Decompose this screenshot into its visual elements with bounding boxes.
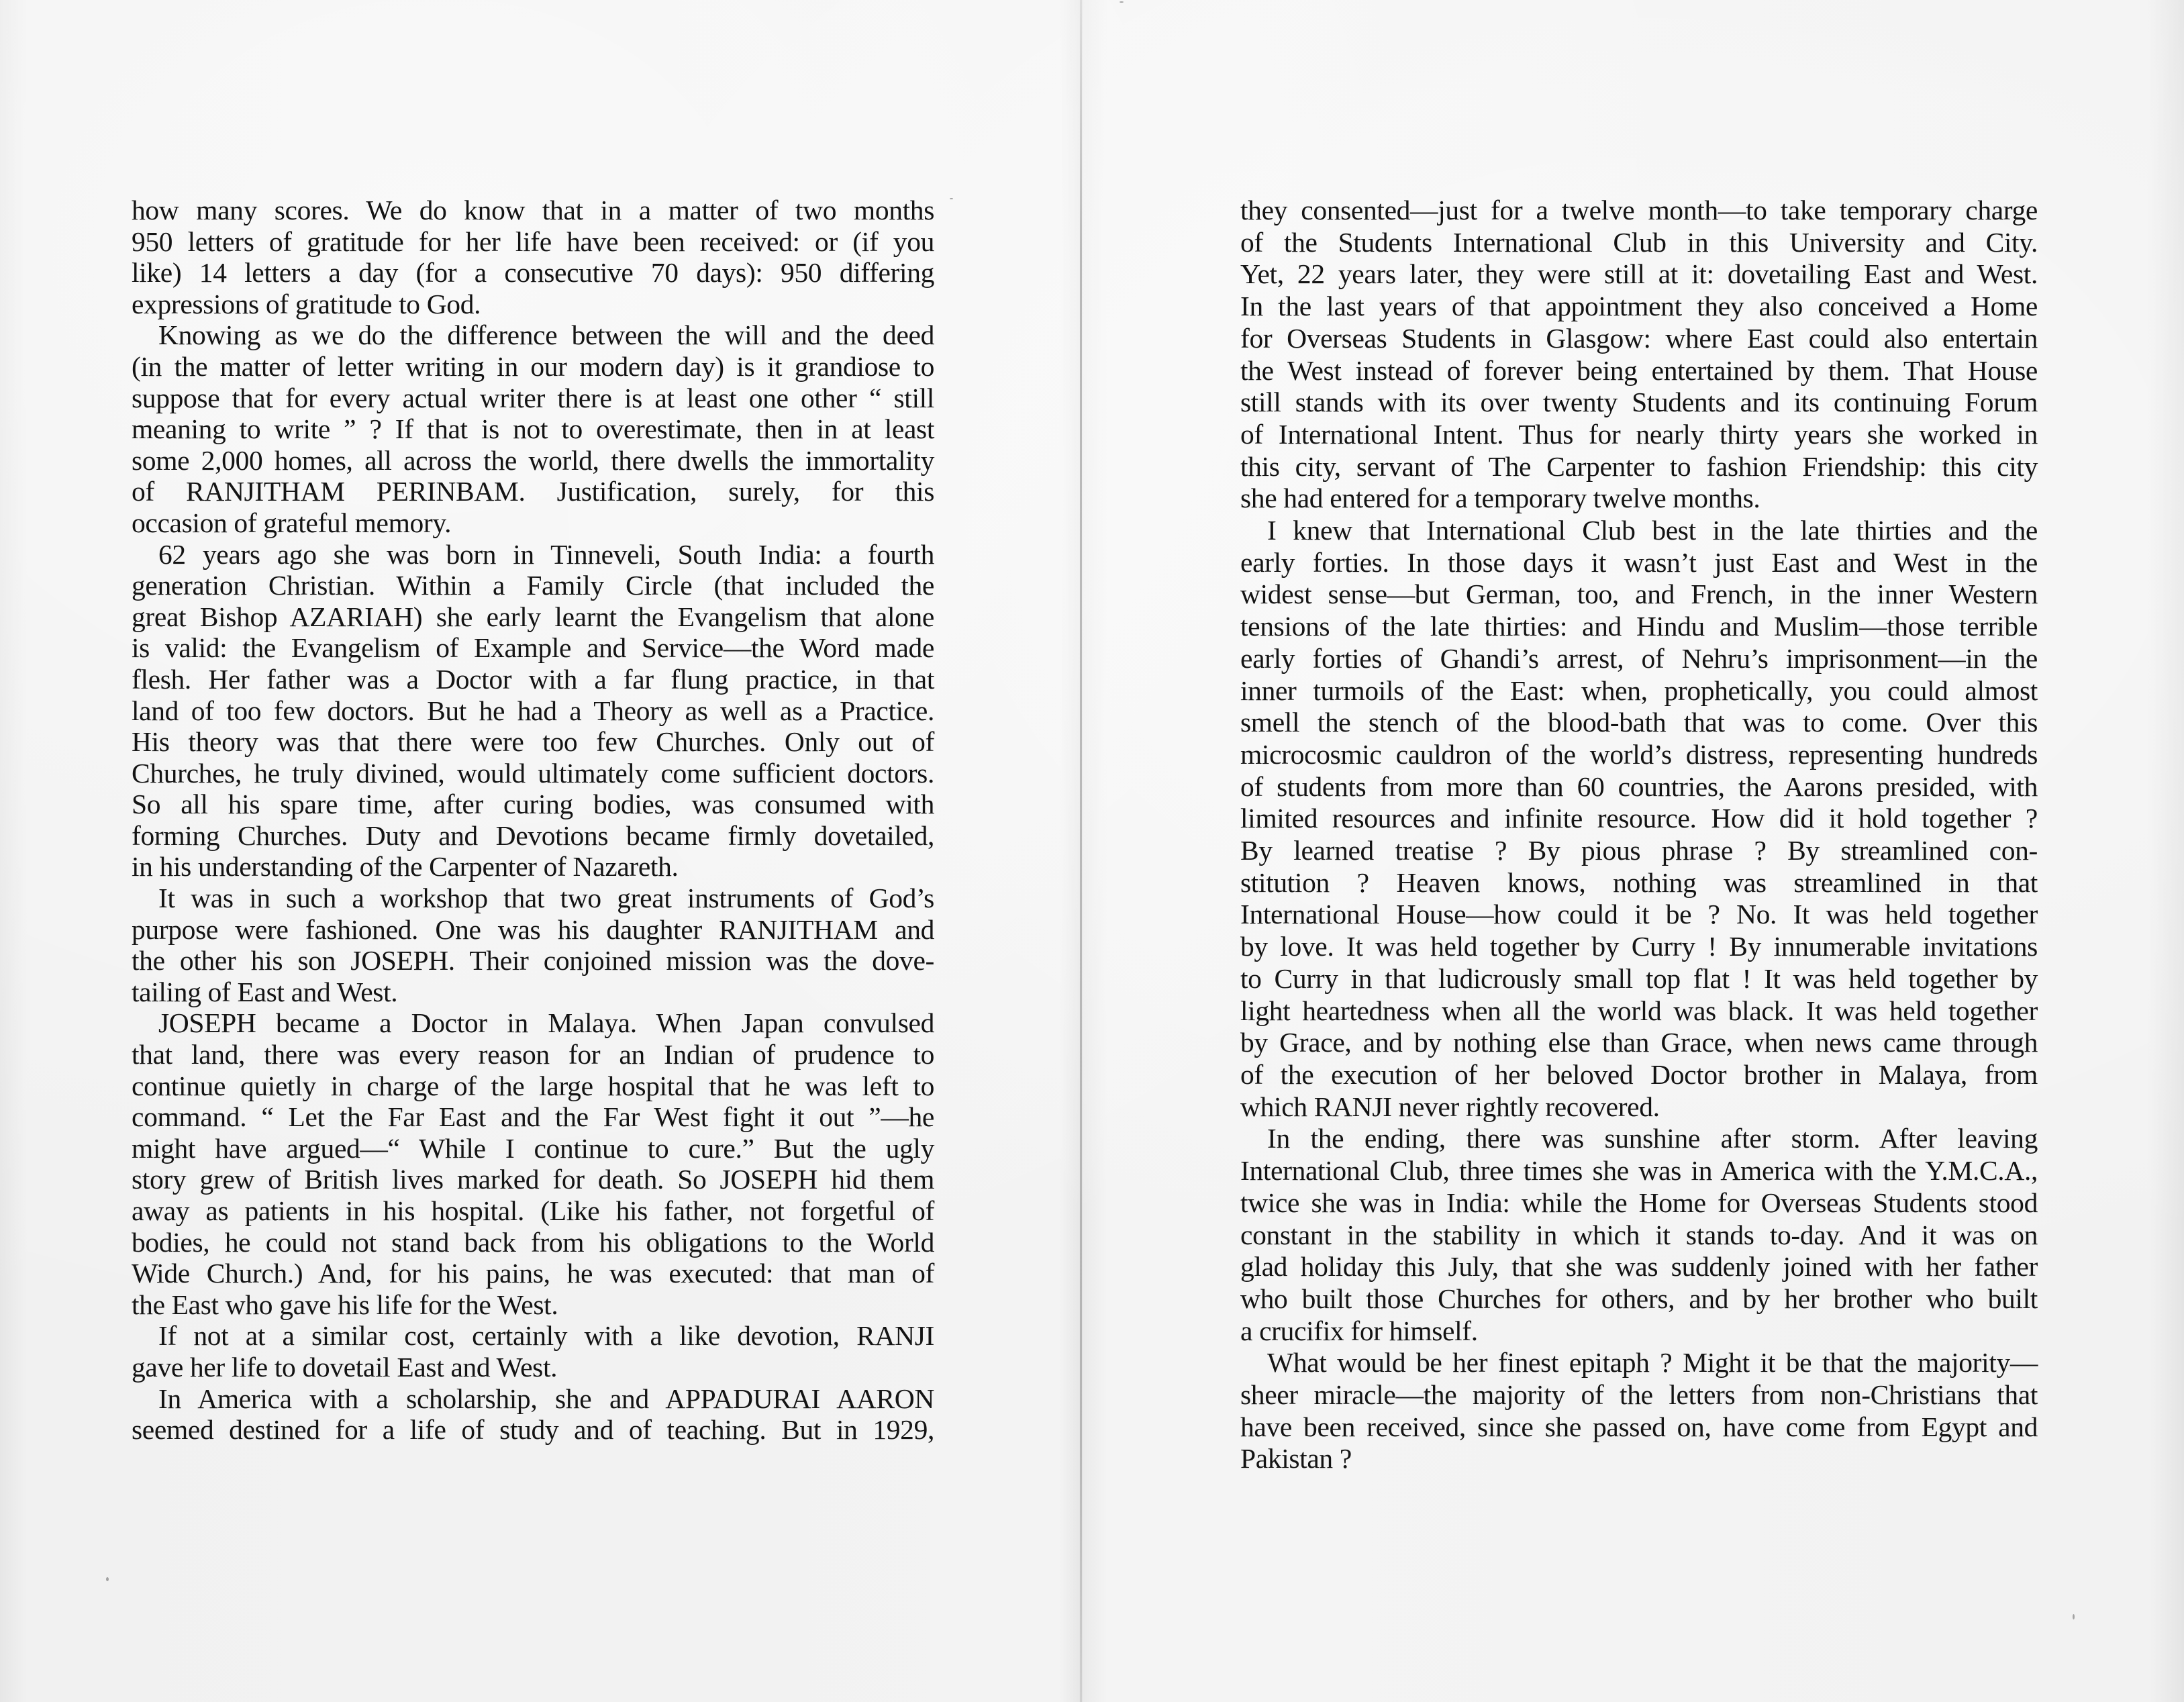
text-line: continue quietly in charge of the large hospital that he was left to xyxy=(132,1070,934,1101)
text-line: tailing of East and West. xyxy=(132,976,398,1007)
text-line: like) 14 letters a day (for a consecutive 70 days): 950 differing xyxy=(132,257,934,289)
text-line: Knowing as we do the difference between the will and the deed xyxy=(158,319,934,351)
text-line: she had entered for a temporary twelve months. xyxy=(1240,483,1760,514)
text-line: that land, there was every reason for an Indian of prudence to xyxy=(132,1039,934,1070)
text-line: (in the matter of letter writing in our modern day) is it grandiose to xyxy=(132,350,934,382)
text-line: Churches, he truly divined, would ultimately come sufficient doctors. xyxy=(132,757,934,789)
text-line: sheer miracle—the majority of the letters from non-Christians that xyxy=(1240,1379,2038,1411)
text-line: the West instead of forever being entertained by them. That House xyxy=(1240,354,2038,386)
text-line: land of too few doctors. But he had a Theory as well as a Practice. xyxy=(132,695,934,726)
text-line: In America with a scholarship, she and APPADURAI AARON xyxy=(158,1383,934,1414)
text-line: suppose that for every actual writer there is at least one other “ still xyxy=(132,382,934,413)
text-line: JOSEPH became a Doctor in Malaya. When Japan convulsed xyxy=(158,1007,934,1039)
text-line: command. “ Let the Far East and the Far West fight it out ”—he xyxy=(132,1101,934,1133)
text-line: early forties. In those days it wasn’t just East and West in the xyxy=(1240,546,2038,578)
text-line: the other his son JOSEPH. Their conjoined mission was the dove- xyxy=(132,945,934,977)
paragraph xyxy=(1240,1123,2038,1347)
paragraph xyxy=(132,539,934,883)
text-line: in his understanding of the Carpenter of Nazareth. xyxy=(132,851,679,883)
paragraph xyxy=(132,195,934,319)
paragraph xyxy=(132,883,934,1007)
left-page xyxy=(0,0,1080,1702)
text-line: stitution ? Heaven knows, nothing was streamlined in that xyxy=(1240,866,2038,898)
paragraph xyxy=(132,1320,934,1383)
text-line: they consented—just for a twelve month—to take temporary charge xyxy=(1240,195,2038,226)
text-line: is valid: the Evangelism of Example and Service—the Word made xyxy=(132,632,934,664)
text-line: bodies, he could not stand back from his obligations to the World xyxy=(132,1226,934,1258)
scan-dust-speck xyxy=(1120,1,1124,3)
paragraph xyxy=(1240,1347,2038,1475)
text-line: His theory was that there were too few Churches. Only out of xyxy=(132,726,934,758)
text-line: International Club, three times she was in America with the Y.M.C.A., xyxy=(1240,1155,2038,1187)
text-line: away as patients in his hospital. (Like his father, not forgetful of xyxy=(132,1195,934,1226)
text-line: of RANJITHAM PERINBAM. Justification, surely, for this xyxy=(132,476,934,507)
paragraph xyxy=(132,1383,934,1446)
text-line: occasion of grateful memory. xyxy=(132,507,452,538)
text-line: What would be her finest epitaph ? Might it be that the majority— xyxy=(1267,1347,2038,1379)
text-line: Wide Church.) And, for his pains, he was executed: that man of xyxy=(132,1258,934,1289)
text-line: 62 years ago she was born in Tinneveli, South India: a fourth xyxy=(158,538,934,570)
scan-dust-speck xyxy=(106,1577,109,1581)
text-line: great Bishop AZARIAH) she early learnt the Evangelism that alone xyxy=(132,601,934,632)
text-line: by Grace, and by nothing else than Grace, when news came through xyxy=(1240,1027,2038,1058)
text-line: a crucifix for himself. xyxy=(1240,1315,1478,1346)
text-line: expressions of gratitude to God. xyxy=(132,288,481,319)
left-page-text-column xyxy=(132,195,934,1446)
text-line: twice she was in India: while the Home for Overseas Students stood xyxy=(1240,1187,2038,1218)
text-line: I knew that International Club best in the late thirties and the xyxy=(1267,515,2038,546)
text-line: of students from more than 60 countries, the Aarons presided, with xyxy=(1240,770,2038,802)
text-line: to Curry in that ludicrously small top flat ! It was held together by xyxy=(1240,962,2038,994)
text-line: Pakistan ? xyxy=(1240,1443,1352,1474)
paragraph xyxy=(1240,515,2038,1123)
text-line: the East who gave his life for the West. xyxy=(132,1289,558,1320)
text-line: 950 letters of gratitude for her life have been received: or (if you xyxy=(132,226,934,257)
text-line: microcosmic cauldron of the world’s distress, representing hundreds xyxy=(1240,738,2038,770)
text-line: If not at a similar cost, certainly with a like devotion, RANJI xyxy=(158,1320,934,1352)
text-line: this city, servant of The Carpenter to fashion Friendship: this city xyxy=(1240,450,2038,482)
text-line: of the execution of her beloved Doctor brother in Malaya, from xyxy=(1240,1058,2038,1090)
text-line: seemed destined for a life of study and of teaching. But in 1929, xyxy=(132,1414,934,1446)
text-line: inner turmoils of the East: when, prophetically, you could almost xyxy=(1240,674,2038,706)
text-line: So all his spare time, after curing bodies, was consumed with xyxy=(132,789,934,820)
paragraph xyxy=(132,319,934,538)
scan-dust-speck xyxy=(950,198,953,199)
text-line: story grew of British lives marked for death. So JOSEPH hid them xyxy=(132,1164,934,1195)
text-line: of the Students International Club in this University and City. xyxy=(1240,226,2038,258)
text-line: tensions of the late thirties: and Hindu and Muslim—those terrible xyxy=(1240,611,2038,642)
text-line: In the ending, there was sunshine after storm. After leaving xyxy=(1267,1123,2038,1154)
text-line: purpose were fashioned. One was his daughter RANJITHAM and xyxy=(132,913,934,945)
text-line: generation Christian. Within a Family Circle (that included the xyxy=(132,570,934,601)
text-line: widest sense—but German, too, and French, in the inner Western xyxy=(1240,579,2038,610)
text-line: for Overseas Students in Glasgow: where East could also entertain xyxy=(1240,322,2038,354)
text-line: constant in the stability in which it stands to-day. And it was on xyxy=(1240,1219,2038,1250)
text-line: early forties of Ghandi’s arrest, of Nehru’s imprisonment—in the xyxy=(1240,642,2038,674)
text-line: by love. It was held together by Curry ! By innumerable invitations xyxy=(1240,931,2038,962)
text-line: forming Churches. Duty and Devotions became firmly dovetailed, xyxy=(132,819,934,851)
right-page-text-column xyxy=(1240,195,2038,1475)
text-line: limited resources and infinite resource. How did it hold together ? xyxy=(1240,803,2038,834)
text-line: who built those Churches for others, and by her brother who built xyxy=(1240,1283,2038,1314)
text-line: of International Intent. Thus for nearly thirty years she worked in xyxy=(1240,418,2038,450)
text-line: might have argued—“ While I continue to cure.” But the ugly xyxy=(132,1132,934,1164)
paragraph xyxy=(132,1007,934,1320)
text-line: which RANJI never rightly recovered. xyxy=(1240,1091,1660,1122)
paragraph xyxy=(1240,195,2038,515)
scan-dust-speck xyxy=(2073,1614,2075,1619)
text-line: flesh. Her father was a Doctor with a far flung practice, in that xyxy=(132,663,934,695)
text-line: glad holiday this July, that she was suddenly joined with her father xyxy=(1240,1251,2038,1283)
text-line: gave her life to dovetail East and West. xyxy=(132,1351,558,1383)
text-line: have been received, since she passed on, have come from Egypt and xyxy=(1240,1411,2038,1442)
text-line: how many scores. We do know that in a matter of two months xyxy=(132,195,934,226)
text-line: International House—how could it be ? No. It was held together xyxy=(1240,899,2038,930)
right-page xyxy=(1082,0,2184,1702)
text-line: light heartedness when all the world was black. It was held together xyxy=(1240,995,2038,1026)
text-line: By learned treatise ? By pious phrase ? By streamlined con- xyxy=(1240,835,2038,866)
text-line: some 2,000 homes, all across the world, there dwells the immortality xyxy=(132,444,934,476)
text-line: smell the stench of the blood-bath that was to come. Over this xyxy=(1240,707,2038,738)
text-line: In the last years of that appointment they also conceived a Home xyxy=(1240,291,2038,322)
text-line: still stands with its over twenty Students and its continuing Forum xyxy=(1240,387,2038,418)
text-line: Yet, 22 years later, they were still at it: dovetailing East and West. xyxy=(1240,258,2038,290)
text-line: meaning to write ” ? If that is not to overestimate, then in at least xyxy=(132,413,934,445)
text-line: It was in such a workshop that two great instruments of God’s xyxy=(158,883,934,914)
